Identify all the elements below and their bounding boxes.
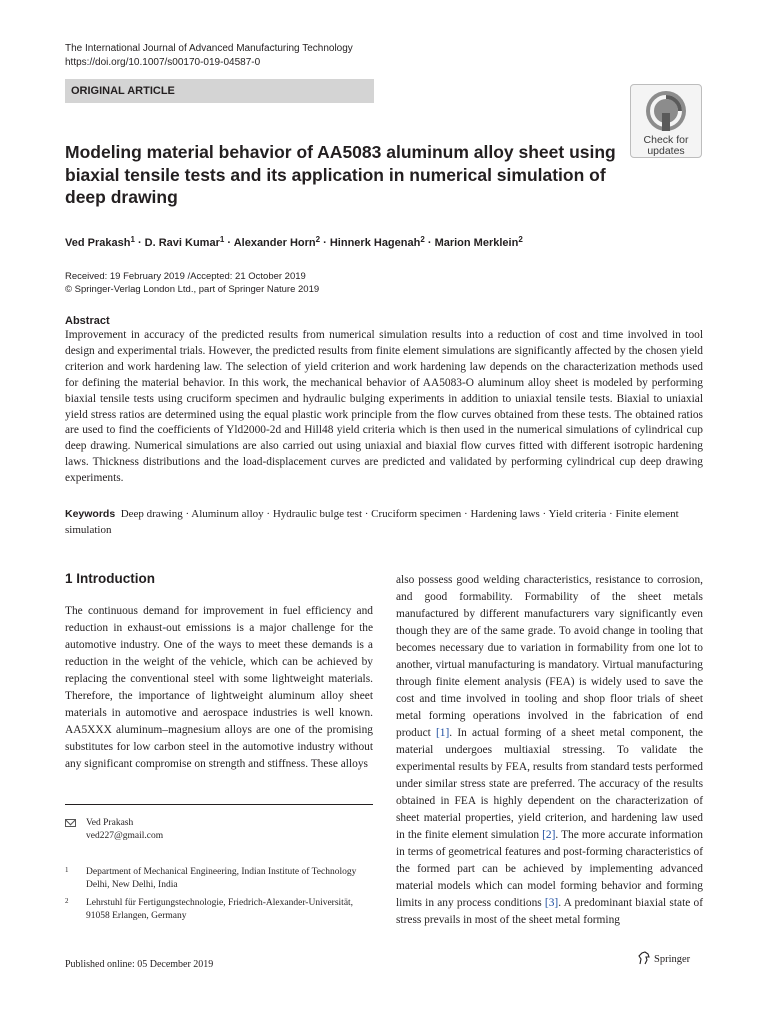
- crossmark-icon: [644, 89, 688, 133]
- citation-link[interactable]: [2]: [542, 829, 556, 841]
- author-separator: ·: [134, 237, 145, 249]
- body-text: . The more accurate information in terms of geometrical features and post-forming characteristics of the formed part can be achieved by implementing advanced material models which can model forming behavior and forming limits in any process conditions: [396, 829, 703, 909]
- copyright-notice: © Springer-Verlag London Ltd., part of Springer Nature 2019: [65, 284, 320, 295]
- author-separator: ·: [424, 237, 435, 249]
- author-affiliation-mark: 1: [219, 235, 225, 244]
- author-list: [65, 233, 523, 250]
- author-name[interactable]: Ved Prakash: [65, 237, 131, 249]
- author-separator: ·: [224, 237, 234, 249]
- body-text: . A predominant biaxial state of stress prevails in most of the sheet metal forming: [396, 897, 703, 926]
- footnote-divider: [65, 804, 373, 805]
- check-updates-line1: Check for: [643, 134, 689, 146]
- author-affiliation-mark: 2: [518, 235, 523, 244]
- corresponding-author-name: Ved Prakash: [86, 818, 134, 828]
- author-name[interactable]: Hinnerk Hagenah: [329, 237, 421, 249]
- affiliation-text: Department of Mechanical Engineering, Indian Institute of Technology Delhi, New Delhi, India: [86, 867, 357, 890]
- doi-link[interactable]: https://doi.org/10.1007/s00170-019-04587-0: [65, 57, 261, 68]
- author-affiliation-mark: 1: [130, 235, 135, 244]
- citation-link[interactable]: [3]: [544, 897, 559, 909]
- affiliation-number: 1: [65, 866, 69, 874]
- keywords: [65, 507, 705, 538]
- citation-link[interactable]: [1]: [436, 727, 450, 739]
- paper-title: Modeling material behavior of AA5083 aluminum alloy sheet using biaxial tensile tests and its application in numerical simulation of deep drawing: [65, 142, 616, 207]
- body-text: . In actual forming of a sheet metal component, the material undergoes multiaxial stressing. To validate the experimental results by FEA, results from standard tests performed under similar stress state are preferred. The accuracy of the results obtained in FEA is highly dependent on the characterization of sheet material properties, yield criterion, and hardening law used in the finite element simulation: [396, 727, 703, 841]
- envelope-icon: [65, 819, 76, 827]
- affiliation-text: Lehrstuhl für Fertigungstechnologie, Friedrich-Alexander-Universität, 91058 Erlangen, Germany: [86, 898, 354, 921]
- affiliation-number: 2: [65, 897, 69, 905]
- journal-name: The International Journal of Advanced Manufacturing Technology: [65, 43, 353, 54]
- keywords-text: Deep drawing · Aluminum alloy · Hydraulic bulge test · Cruciform specimen · Hardening laws · Yield criteria · Finite element simulation: [65, 508, 679, 536]
- section-heading-introduction: 1 Introduction: [65, 571, 155, 586]
- received-accepted-dates: Received: 19 February 2019 /Accepted: 21 October 2019: [65, 271, 306, 282]
- corresponding-author-email[interactable]: ved227@gmail.com: [86, 831, 164, 841]
- author-name[interactable]: D. Ravi Kumar: [144, 237, 220, 249]
- author-affiliation-mark: 2: [420, 235, 425, 244]
- author-name[interactable]: Alexander Horn: [233, 237, 316, 249]
- introduction-left-column: The continuous demand for improvement in fuel efficiency and reduction in exhaust-out emissions is a major challenge for the automotive industry. One of the ways to meet these demands is a reduction in the weight of the vehicle, which can be achieved by replacing the conventional steel with some lightweight materials. Therefore, the importance of lightweight aluminum alloy sheet materials in automotive and aerospace industries is well known. AA5XXX aluminum–magnesium alloys are one of the promising substitutes for low carbon steel in the automotive industry without any significant compromise on strength and stiffness. These alloys: [65, 605, 373, 770]
- published-online-date: Published online: 05 December 2019: [65, 959, 214, 970]
- keywords-label: Keywords: [65, 508, 116, 520]
- author-separator: ·: [320, 237, 330, 249]
- body-text: also possess good welding characteristics, resistance to corrosion, and good formability. Formability of the sheet metals manufactured by different manufacturers vary significantly even though they are of the same grade. To avoid change in tooling that becomes necessary due to variation in formability from one lot to another, virtual manufacturing is mandatory. Virtual manufacturing through finite element analysis (FEA) is widely used to save the cost and time involved in tooling and shop floor trials of sheet metal forming operations involved in the fabrication of end product: [396, 574, 703, 739]
- springer-horse-icon: [637, 951, 651, 965]
- publisher-name: Springer: [654, 954, 691, 965]
- check-updates-line2: updates: [647, 145, 685, 157]
- check-for-updates-badge[interactable]: [630, 84, 702, 158]
- publisher-logo: [637, 951, 690, 966]
- author-name[interactable]: Marion Merklein: [434, 237, 519, 249]
- abstract-heading: Abstract: [65, 315, 110, 327]
- introduction-right-column: [396, 572, 703, 929]
- article-type-banner: ORIGINAL ARTICLE: [65, 79, 374, 103]
- abstract-text: Improvement in accuracy of the predicted results from numerical simulation results into a reduction of cost and time involved in tool design and experimental trials. However, the predicted results from finite element simulations are significantly affected by the chosen yield criterion and work hardening law. The selection of yield criterion and work hardening law depends on the characterization methods used for defining the material behavior. In this work, the mechanical behavior of AA5083-O aluminum alloy sheet is modeled by performing biaxial tensile tests using cruciform specimen and hydraulic bulging experiments in addition to uniaxial tensile tests. Biaxial to uniaxial yield stress ratios are determined using the equal plastic work principle from the flow curves obtained from these tests. The obtained ratios are used to find the coefficients of Yld2000-2d and Hill48 yield criteria which is then used in the numerical simulations of cylindrical cup deep drawing. Numerical simulations are also carried out using uniaxial and biaxial flow curves fitted with different isotropic hardening laws. Thickness distributions and the load-displacement curves are predicted and validated by performing cylindrical cup deep drawing experiments.: [65, 329, 703, 485]
- author-affiliation-mark: 2: [315, 235, 321, 244]
